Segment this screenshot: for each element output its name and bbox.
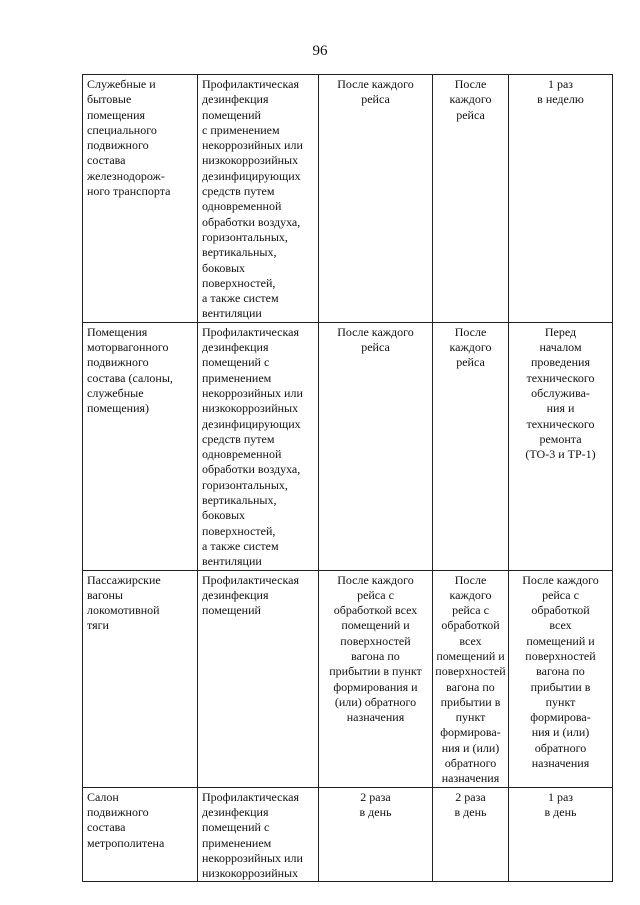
cell-frequency-2: После каждого рейса с обработкой всех помещений и поверхностей вагона по прибытии в пункт формирова- ния и (или) обратного назначения — [433, 570, 509, 787]
cell-frequency-2: После каждого рейса — [433, 322, 509, 570]
table-row — [83, 787, 613, 882]
cell-frequency-1: После каждого рейса с обработкой всех помещений и поверхностей вагона по прибытии в пункт формирования и (или) обратного назначения — [319, 570, 433, 787]
cell-measure: Профилактическая дезинфекция помещений с применением некоррозийных или низкокоррозийных дезинфицирующих средств путем одновременной обработки воздуха, горизонтальных, вертикальных, боковых поверхностей, а также систем вентиляции — [198, 322, 319, 570]
cell-frequency-1: После каждого рейса — [319, 75, 433, 323]
page-number: 96 — [312, 43, 328, 59]
cell-frequency-3: 1 раз в день — [509, 787, 613, 882]
cell-frequency-3: Перед началом проведения технического обслужива- ния и технического ремонта (ТО-3 и ТР-1) — [509, 322, 613, 570]
cell-frequency-1: 2 раза в день — [319, 787, 433, 882]
cell-object: Помещения моторвагонного подвижного состава (салоны, служебные помещения) — [83, 322, 198, 570]
table-row — [83, 570, 613, 787]
cell-frequency-2: После каждого рейса — [433, 75, 509, 323]
table-row — [83, 75, 613, 323]
cell-object: Салон подвижного состава метрополитена — [83, 787, 198, 882]
cell-object: Служебные и бытовые помещения специального подвижного состава железнодорож- ного транспорта — [83, 75, 198, 323]
cell-frequency-3: После каждого рейса с обработкой всех помещений и поверхностей вагона по прибытии в пункт формирова- ния и (или) обратного назначения — [509, 570, 613, 787]
cell-measure: Профилактическая дезинфекция помещений с применением некоррозийных или низкокоррозийных дезинфицирующих средств путем одновременной обработки воздуха, горизонтальных, вертикальных, боковых поверхностей, а также систем вентиляции — [198, 75, 319, 323]
table-row — [83, 322, 613, 570]
disinfection-table — [82, 74, 613, 882]
cell-frequency-1: После каждого рейса — [319, 322, 433, 570]
cell-measure: Профилактическая дезинфекция помещений с применением некоррозийных или низкокоррозийных — [198, 787, 319, 882]
cell-object: Пассажирские вагоны локомотивной тяги — [83, 570, 198, 787]
cell-frequency-2: 2 раза в день — [433, 787, 509, 882]
cell-measure: Профилактическая дезинфекция помещений — [198, 570, 319, 787]
cell-frequency-3: 1 раз в неделю — [509, 75, 613, 323]
